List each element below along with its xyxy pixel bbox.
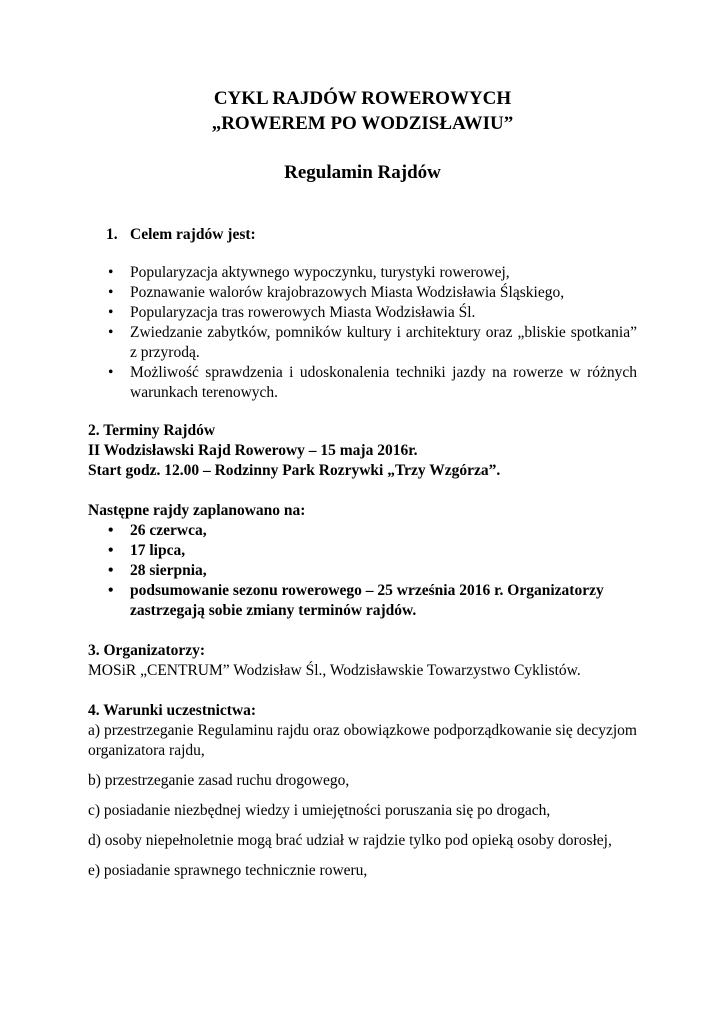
condition-item: b) przestrzeganie zasad ruchu drogowego, (88, 772, 350, 789)
bullet-icon: • (108, 522, 114, 539)
list-item (88, 303, 637, 323)
list-item-text: 28 sierpnia, (130, 562, 207, 579)
section-2-heading: 2. Terminy Rajdów (88, 422, 216, 439)
bullet-icon: • (108, 582, 114, 599)
bullet-icon: • (108, 304, 114, 321)
bullet-icon: • (108, 562, 114, 579)
next-rallies-list (88, 521, 637, 621)
goals-list (88, 263, 637, 403)
list-item (88, 541, 637, 561)
list-item-text: 26 czerwca, (130, 522, 207, 539)
list-item (88, 263, 637, 283)
list-item (88, 561, 637, 581)
organizers-text: MOSiR „CENTRUM” Wodzisław Śl., Wodzisławskie Towarzystwo Cyklistów. (88, 662, 581, 679)
list-item-text: Możliwość sprawdzenia i udoskonalenia techniki jazdy na rowerze w różnych warunkach terenowych. (130, 364, 637, 401)
section-1-number: 1. (106, 226, 118, 243)
bullet-icon: • (108, 284, 114, 301)
list-item-text: Poznawanie walorów krajobrazowych Miasta Wodzisławia Śląskiego, (130, 284, 565, 301)
condition-item: c) posiadanie niezbędnej wiedzy i umiejętności poruszania się po drogach, (88, 802, 551, 819)
list-item (88, 521, 637, 541)
title-line-1: CYKL RAJDÓW ROWEROWYCH (213, 88, 512, 109)
rally-date-line: II Wodzisławski Rajd Rowerowy – 15 maja 2016r. (88, 442, 418, 459)
rally-start-line: Start godz. 12.00 – Rodzinny Park Rozrywki „Trzy Wzgórza”. (88, 462, 501, 479)
list-item-text: podsumowanie sezonu rowerowego – 25 września 2016 r. Organizatorzy zastrzegają sobie zmiany terminów rajdów. (130, 582, 604, 619)
list-item (88, 581, 637, 621)
condition-item: a) przestrzeganie Regulaminu rajdu oraz obowiązkowe podporządkowanie się decyzjom organizatora rajdu, (88, 722, 637, 759)
section-4-heading: 4. Warunki uczestnictwa: (88, 702, 257, 719)
list-item-text: Popularyzacja aktywnego wypoczynku, turystyki rowerowej, (130, 264, 510, 281)
section-3-heading: 3. Organizatorzy: (88, 642, 206, 659)
condition-item: e) posiadanie sprawnego technicznie roweru, (88, 862, 368, 879)
section-4 (88, 701, 637, 881)
list-item-text: Popularyzacja tras rowerowych Miasta Wodzisławia Śl. (130, 304, 476, 321)
list-item (88, 323, 637, 363)
list-item (88, 283, 637, 303)
next-rallies-heading: Następne rajdy zaplanowano na: (88, 502, 306, 519)
title-line-2: „ROWEREM PO WODZISŁAWIU” (211, 113, 514, 134)
condition-item: d) osoby niepełnoletnie mogą brać udział w rajdzie tylko pod opieką osoby dorosłej, (88, 832, 612, 849)
document-subtitle: Regulamin Rajdów (284, 162, 441, 183)
list-item (88, 363, 637, 403)
bullet-icon: • (108, 364, 114, 381)
section-3 (88, 641, 637, 681)
bullet-icon: • (108, 324, 114, 341)
section-1-heading (106, 225, 637, 245)
bullet-icon: • (108, 542, 114, 559)
list-item-text: 17 lipca, (130, 542, 186, 559)
bullet-icon: • (108, 264, 114, 281)
section-2 (88, 421, 637, 621)
document-title (88, 86, 637, 136)
section-1-heading-text: Celem rajdów jest: (130, 226, 256, 243)
list-item-text: Zwiedzanie zabytków, pomników kultury i architektury oraz „bliskie spotkania” z przyrodą. (130, 324, 637, 361)
